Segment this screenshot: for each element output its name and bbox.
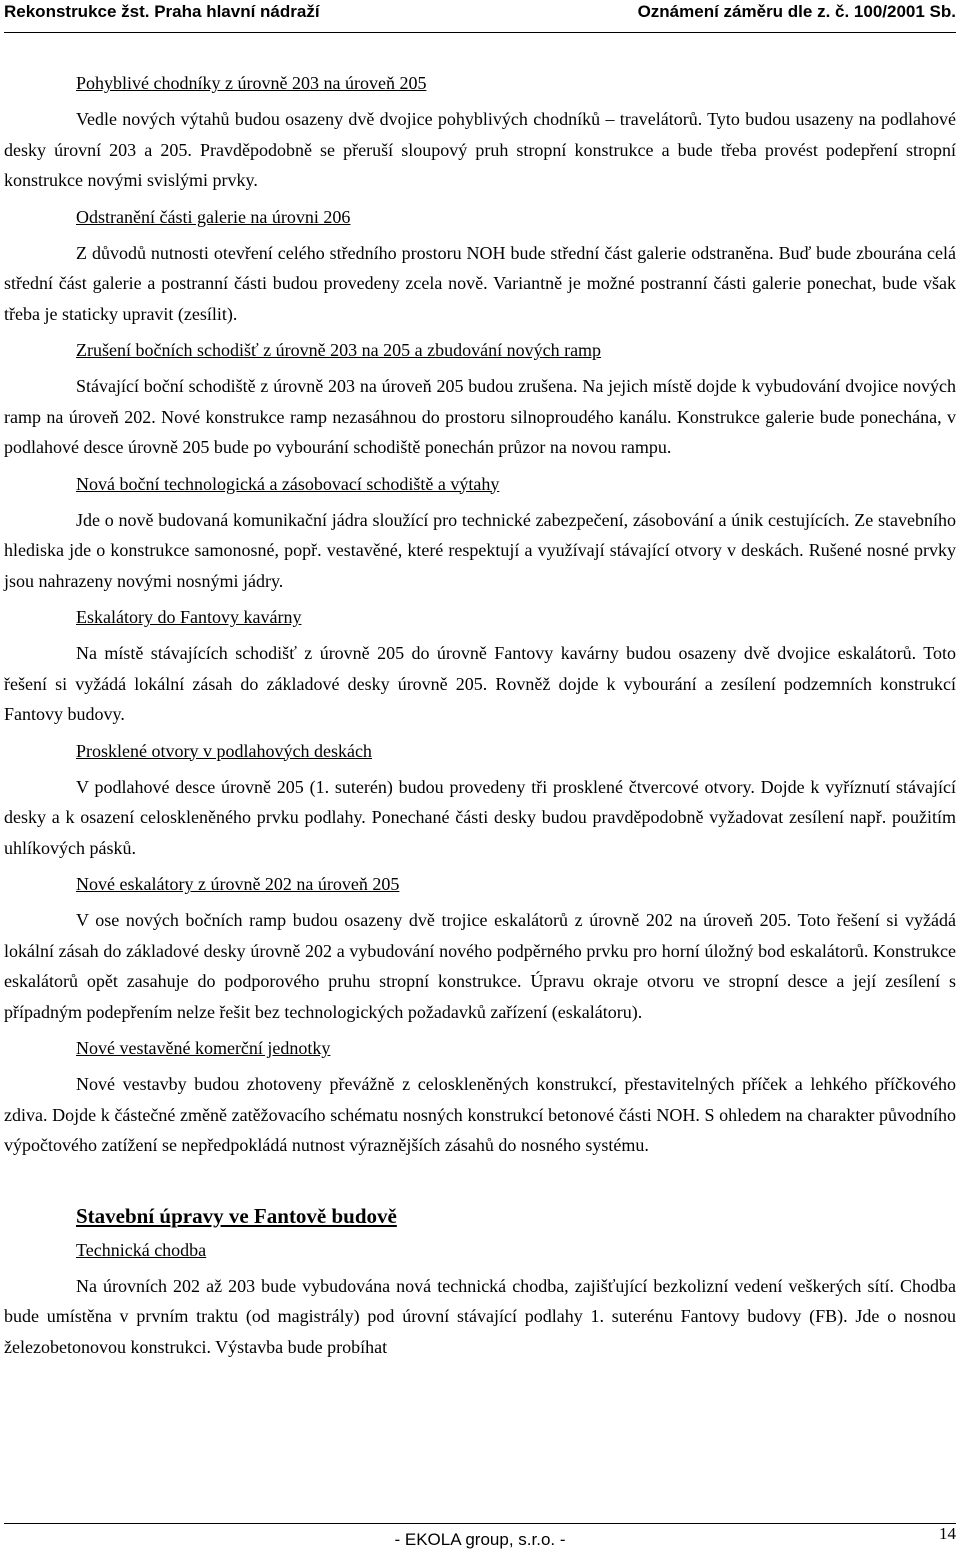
page-number: 14: [939, 1524, 956, 1543]
section-paragraph: Na úrovních 202 až 203 bude vybudována nová technická chodba, zajišťující bezkolizní vedení veškerých sítí. Chodba bude umístěna v prvním traktu (od magistrály) pod úrovní stávající podlahy 1. suterénu Fantovy budovy (FB). Jde o nosnou železobetonovou konstrukci. Výstavba bude probíhat: [4, 1275, 956, 1357]
section-paragraph: Vedle nových výtahů budou osazeny dvě dvojice pohyblivých chodníků – travelátorů. Tyto budou usazeny na podlahové desky úrovní 203 a 205. Pravděpodobně se přeruší sloupový pruh stropní konstrukce a bude třeba provést podepření stropní konstrukce novými svislými prvky.: [4, 109, 956, 190]
header-right-title: Oznámení záměru dle z. č. 100/2001 Sb.: [637, 2, 956, 21]
main-heading: Stavební úpravy ve Fantově budově: [76, 1203, 397, 1228]
page-footer: [4, 1523, 956, 1552]
section-heading: Nové eskalátory z úrovně 202 na úroveň 205: [76, 874, 400, 894]
section-heading: Odstranění části galerie na úrovni 206: [76, 206, 351, 227]
page-header: [4, 0, 956, 33]
section-paragraph: Nové vestavby budou zhotoveny převážně z celoskleněných konstrukcí, přestavitelných příček a lehkého příčkového zdiva. Dojde k částečné změně zatěžovacího schématu nosných konstrukcí betonové části NOH. S ohledem na charakter původního výpočtového zatížení se nepředpokládá nutnost výraznějších zásahů do nosného systému.: [4, 1074, 956, 1155]
section-heading: Zrušení bočních schodišť z úrovně 203 na 205 a zbudování nových ramp: [76, 340, 602, 360]
document-body: [4, 68, 956, 1362]
section-heading: Eskalátory do Fantovy kavárny: [76, 607, 302, 627]
section-heading: Pohyblivé chodníky z úrovně 203 na úroveň 205: [76, 73, 427, 93]
section-paragraph: Z důvodů nutnosti otevření celého středního prostoru NOH bude střední část galerie odstraněna. Buď bude zbourána celá střední část galerie a postranní části budou provedeny zcela nově. Variantně je možné postranní části galerie ponechat, bude však třeba je staticky upravit (zesílit).: [4, 242, 956, 324]
section-heading: Technická chodba: [76, 1239, 207, 1260]
section-paragraph: Stávající boční schodiště z úrovně 203 na úroveň 205 budou zrušena. Na jejich místě dojde k vybudování dvojice nových ramp na úroveň 202. Nové konstrukce ramp nezasáhnou do prostoru silnoproudého kanálu. Konstrukce galerie bude ponechána, v podlahové desce úrovně 205 bude po vybourání schodiště ponechán průzor na novou rampu.: [4, 376, 956, 457]
section-paragraph: V podlahové desce úrovně 205 (1. suterén) budou provedeny tři prosklené čtvercové otvory. Dojde k vyříznutí stávající desky a k osazení celoskleněného prvku podlahy. Ponechané části desky budou pravděpodobně vyžadovat zesílení např. použitím uhlíkových pásků.: [4, 776, 956, 858]
section-heading: Prosklené otvory v podlahových deskách: [76, 740, 372, 761]
section-paragraph: Jde o nově budovaná komunikační jádra sloužící pro technické zabezpečení, zásobování a únik cestujících. Ze stavebního hlediska jde o konstrukce samonosné, popř. vestavěné, které respektují a využívají stávající otvory v deskách. Rušené nosné prvky jsou nahrazeny novými nosnými jádry.: [4, 509, 956, 591]
section-paragraph: V ose nových bočních ramp budou osazeny dvě trojice eskalátorů z úrovně 202 na úroveň 205. Toto řešení si vyžádá lokální zásah do základové desky úrovně 202 a vybudování nového podpěrného prvku pro horní úložný bod eskalátorů. Konstrukce eskalátorů opět zasahuje do podporového pruhu stropní konstrukce. Úpravu okraje otvoru ve stropní desce a její zesílení s případným podepřením nelze řešit bez technologických požadavků zařízení (eskalátoru).: [4, 910, 956, 1022]
section-heading: Nové vestavěné komerční jednotky: [76, 1038, 331, 1058]
header-left-title: Rekonstrukce žst. Praha hlavní nádraží: [4, 2, 320, 21]
section-heading: Nová boční technologická a zásobovací schodiště a výtahy: [76, 473, 500, 494]
footer-company: - EKOLA group, s.r.o. -: [394, 1530, 566, 1549]
section-paragraph: Na místě stávajících schodišť z úrovně 205 do úrovně Fantovy kavárny budou osazeny dvě dvojice eskalátorů. Toto řešení si vyžádá lokální zásah do základové desky úrovně 205. Rovněž dojde k vybourání a zesílení podzemních konstrukcí Fantovy budovy.: [4, 643, 956, 724]
